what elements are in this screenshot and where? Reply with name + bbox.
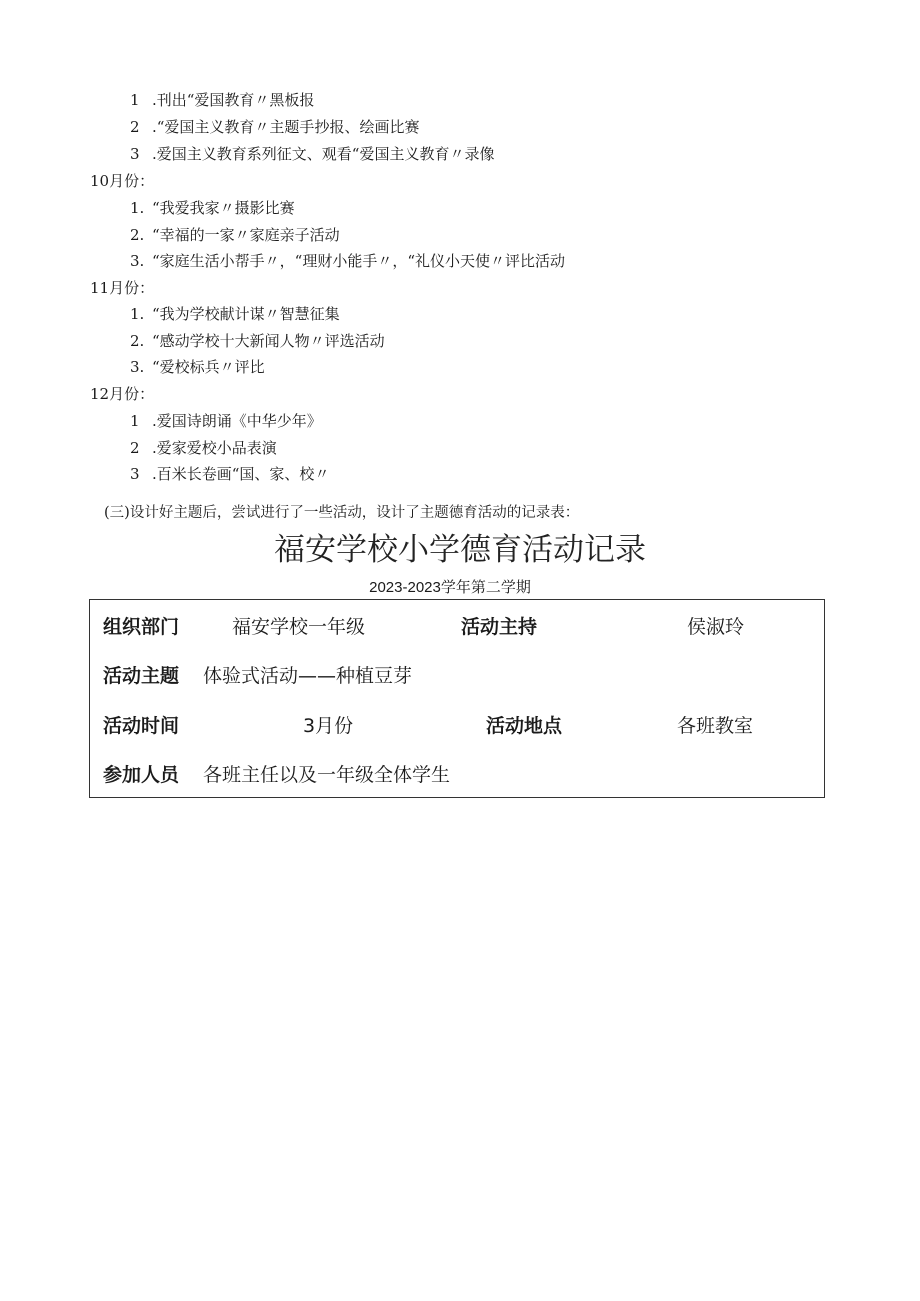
- item-number: 1.: [130, 199, 145, 217]
- month-heading-november: 11月份：: [90, 279, 155, 297]
- item-text: .刊出“爱国教育〃黑板报: [152, 91, 315, 109]
- item-number: 2.: [130, 226, 145, 244]
- item-number: 3.: [130, 252, 145, 270]
- item-text: .爱国主义教育系列征文、观看“爱国主义教育〃录像: [152, 145, 495, 163]
- org-value: 福安学校一年级: [232, 616, 366, 638]
- people-label: 参加人员: [103, 764, 180, 786]
- host-label: 活动主持: [461, 616, 538, 638]
- time-value: 3月份: [303, 715, 354, 737]
- activity-record-table: [89, 599, 825, 798]
- item-text: “家庭生活小帮手〃，“理财小能手〃，“礼仪小天使〃评比活动: [152, 252, 566, 270]
- people-value: 各班主任以及一年级全体学生: [203, 764, 451, 786]
- intro-paragraph: (三)设计好主题后，尝试进行了一些活动，设计了主题德育活动的记录表：: [104, 505, 580, 521]
- list-item: [130, 225, 340, 245]
- host-value: 侯淑玲: [687, 616, 745, 638]
- item-text: .爱家爱校小品表演: [152, 439, 277, 457]
- list-item: [130, 357, 265, 377]
- term-subtitle: 2023-2023学年第二学期: [369, 579, 531, 596]
- item-number: 3: [130, 465, 140, 483]
- list-item: [130, 198, 295, 218]
- item-text: .爱国诗朗诵《中华少年》: [152, 412, 322, 430]
- item-text: .百米长卷画“国、家、校〃: [152, 465, 330, 483]
- item-number: 1: [130, 412, 140, 430]
- record-title: 福安学校小学德育活动记录: [274, 532, 646, 568]
- item-number: 2: [130, 118, 140, 136]
- item-text: .“爱国主义教育〃主题手抄报、绘画比赛: [152, 118, 420, 136]
- list-item: [130, 304, 340, 324]
- list-item: [130, 411, 322, 431]
- item-number: 2: [130, 439, 140, 457]
- list-item: [130, 331, 385, 351]
- item-number: 1: [130, 91, 140, 109]
- list-item: [130, 90, 314, 110]
- item-number: 2.: [130, 332, 145, 350]
- item-text: “我爱我家〃摄影比赛: [152, 199, 295, 217]
- month-heading-december: 12月份：: [90, 385, 155, 403]
- theme-label: 活动主题: [103, 665, 180, 687]
- place-value: 各班教室: [677, 715, 754, 737]
- list-item: [130, 117, 419, 137]
- item-text: “爱校标兵〃评比: [152, 358, 265, 376]
- org-label: 组织部门: [103, 616, 180, 638]
- item-text: “感动学校十大新闻人物〃评选活动: [152, 332, 385, 350]
- item-number: 3: [130, 145, 140, 163]
- item-text: “我为学校献计谋〃智慧征集: [152, 305, 340, 323]
- item-text: “幸福的一家〃家庭亲子活动: [152, 226, 340, 244]
- item-number: 1.: [130, 305, 145, 323]
- item-number: 3.: [130, 358, 145, 376]
- place-label: 活动地点: [486, 715, 563, 737]
- list-item: [130, 464, 329, 484]
- month-heading-october: 10月份：: [90, 172, 155, 190]
- theme-value: 体验式活动——种植豆芽: [203, 665, 413, 687]
- time-label: 活动时间: [103, 715, 180, 737]
- list-item: [130, 438, 277, 458]
- list-item: [130, 144, 494, 164]
- list-item: [130, 251, 565, 271]
